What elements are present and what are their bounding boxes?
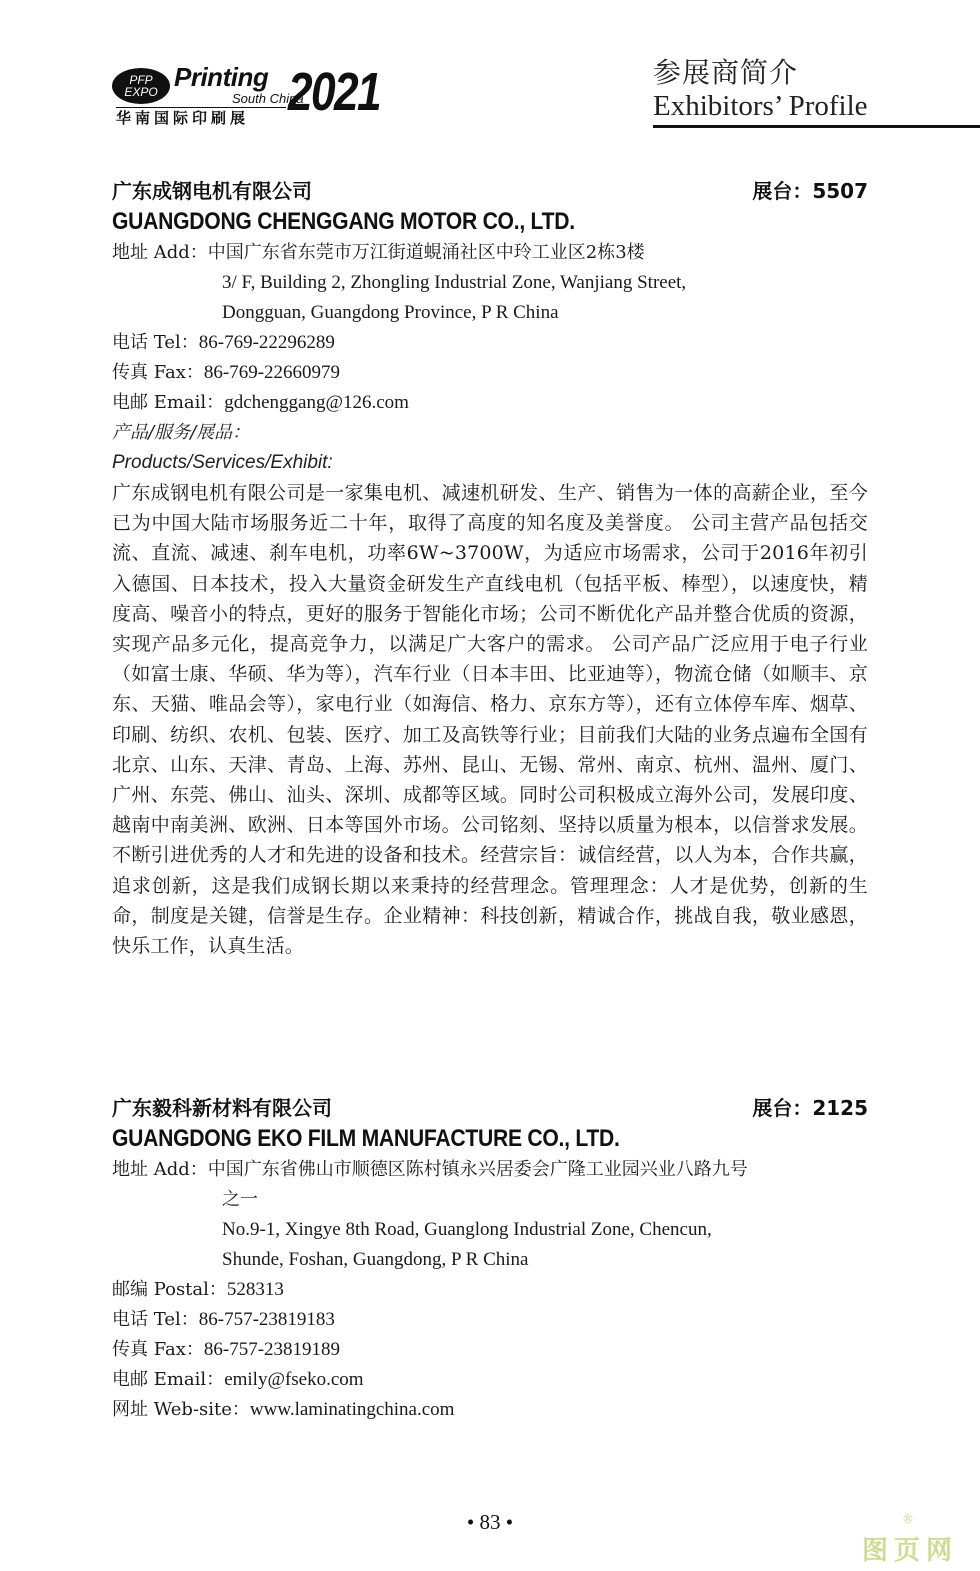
- header-divider: [653, 125, 980, 128]
- website-row: [112, 1395, 868, 1425]
- fax-label: 传真 Fax：: [112, 362, 204, 383]
- exhibitor-entry: [112, 1093, 868, 1425]
- tel-label: 电话 Tel：: [112, 1309, 199, 1330]
- postal-label: 邮编 Postal：: [112, 1279, 227, 1300]
- address-label: 地址 Add：: [112, 242, 208, 263]
- products-label-cn: 产品/服务/展品：: [112, 422, 251, 443]
- address-cn: 中国广东省佛山市顺德区陈村镇永兴居委会广隆工业园兴业八路九号: [207, 1159, 748, 1180]
- address-en-line-2: Shunde, Foshan, Guangdong, P R China: [222, 1249, 529, 1270]
- fax-value: 86-769-22660979: [203, 362, 341, 383]
- company-name-cn: 广东成钢电机有限公司: [112, 179, 312, 203]
- email-row: [112, 388, 868, 418]
- fax-row: [112, 1335, 868, 1365]
- email-label: 电邮 Email：: [112, 1369, 225, 1390]
- company-name-en: GUANGDONG EKO FILM MANUFACTURE CO., LTD.: [112, 1125, 620, 1152]
- tel-row: [112, 1305, 868, 1335]
- company-name-en: GUANGDONG CHENGGANG MOTOR CO., LTD.: [112, 208, 575, 235]
- email-value: emily@fseko.com: [224, 1369, 364, 1390]
- address-row: [112, 238, 868, 268]
- logo-cn-name: 华南国际印刷展: [116, 109, 250, 127]
- logo-south-china: South China: [232, 91, 304, 106]
- tel-row: [112, 328, 868, 358]
- section-title-en: Exhibitors’ Profile: [653, 90, 868, 122]
- address-en-line-2: Dongguan, Guangdong Province, P R China: [222, 302, 559, 323]
- fax-row: [112, 358, 868, 388]
- fax-value: 86-757-23819189: [203, 1339, 341, 1360]
- badge-line-2: EXPO: [124, 85, 158, 99]
- exhibitor-entry: [112, 176, 868, 961]
- watermark-text: 图页网: [862, 1536, 959, 1566]
- address-cn-continued: 之一: [222, 1189, 258, 1210]
- logo-year: 2021: [288, 62, 380, 122]
- email-label: 电邮 Email：: [112, 392, 225, 413]
- section-title: [653, 56, 868, 122]
- email-value: gdchenggang@126.com: [224, 392, 409, 413]
- logo-printing: Printing: [174, 62, 269, 92]
- website-value: www.laminatingchina.com: [249, 1399, 455, 1420]
- company-description: 广东成钢电机有限公司是一家集电机、减速机研发、生产、销售为一体的高薪企业，至今已为中国大陆市场服务近二十年，取得了高度的知名度及美誉度。 公司主营产品包括交流、直流、减速、刹车电机，功率6W~3700W，为适应市场需求，公司于2016年初引入德国、日本技术，投入大量资金研发生产直线电机（包括平板、棒型），以速度快，精度高、噪音小的特点，更好的服务于智能化市场；公司不断优化产品并整合优质的资源，实现产品多元化，提高竞争力，以满足广大客户的需求。 公司产品广泛应用于电子行业（如富士康、华硕、华为等），汽车行业（日本丰田、比亚迪等），物流仓储（如顺丰、京东、天猫、唯品会等），家电行业（如海信、格力、京东方等），还有立体停车库、烟草、印刷、纺织、农机、包装、医疗、加工及高铁等行业；目前我们大陆的业务点遍布全国有北京、山东、天津、青岛、上海、苏州、昆山、无锡、常州、南京、杭州、温州、厦门、广州、东莞、佛山、汕头、深圳、成都等区域。同时公司积极成立海外公司，发展印度、越南中南美洲、欧洲、日本等国外市场。公司铭刻、坚持以质量为根本，以信誉求发展。不断引进优秀的人才和先进的设备和技术。经营宗旨：诚信经营，以人为本，合作共赢，追求创新，这是我们成钢长期以来秉持的经营理念。管理理念：人才是优势，创新的生命，制度是关键，信誉是生存。企业精神：科技创新，精诚合作，挑战自我，敬业感恩，快乐工作，认真生活。: [112, 482, 868, 958]
- expo-logo: [112, 62, 380, 132]
- postal-row: [112, 1275, 868, 1305]
- address-en-line-1: 3/ F, Building 2, Zhongling Industrial Zone, Wanjiang Street,: [222, 272, 687, 293]
- address-en-line-1: No.9-1, Xingye 8th Road, Guanglong Industrial Zone, Chencun,: [222, 1219, 712, 1240]
- email-row: [112, 1365, 868, 1395]
- registered-mark-icon: ®: [902, 1512, 914, 1526]
- postal-value: 528313: [226, 1279, 284, 1300]
- tel-value: 86-769-22296289: [198, 332, 335, 353]
- booth-number: 展台：5507: [752, 179, 868, 203]
- address-label: 地址 Add：: [112, 1159, 208, 1180]
- address-cn: 中国广东省东莞市万江街道蜆涌社区中玲工业区2栋3楼: [207, 242, 645, 263]
- fax-label: 传真 Fax：: [112, 1339, 204, 1360]
- site-watermark: [862, 1512, 959, 1567]
- section-title-cn: 参展商简介: [653, 56, 799, 89]
- badge-line-1: PFP: [129, 73, 153, 87]
- tel-label: 电话 Tel：: [112, 332, 199, 353]
- pfp-expo-badge: [112, 68, 170, 104]
- logo-rule: [116, 107, 286, 108]
- booth-number: 展台：2125: [752, 1096, 868, 1120]
- company-name-cn: 广东毅科新材料有限公司: [112, 1096, 332, 1120]
- page-number: • 83 •: [466, 1510, 514, 1534]
- products-label-en: Products/Services/Exhibit:: [112, 452, 333, 473]
- address-row: [112, 1155, 868, 1185]
- tel-value: 86-757-23819183: [198, 1309, 335, 1330]
- website-label: 网址 Web-site：: [112, 1399, 250, 1420]
